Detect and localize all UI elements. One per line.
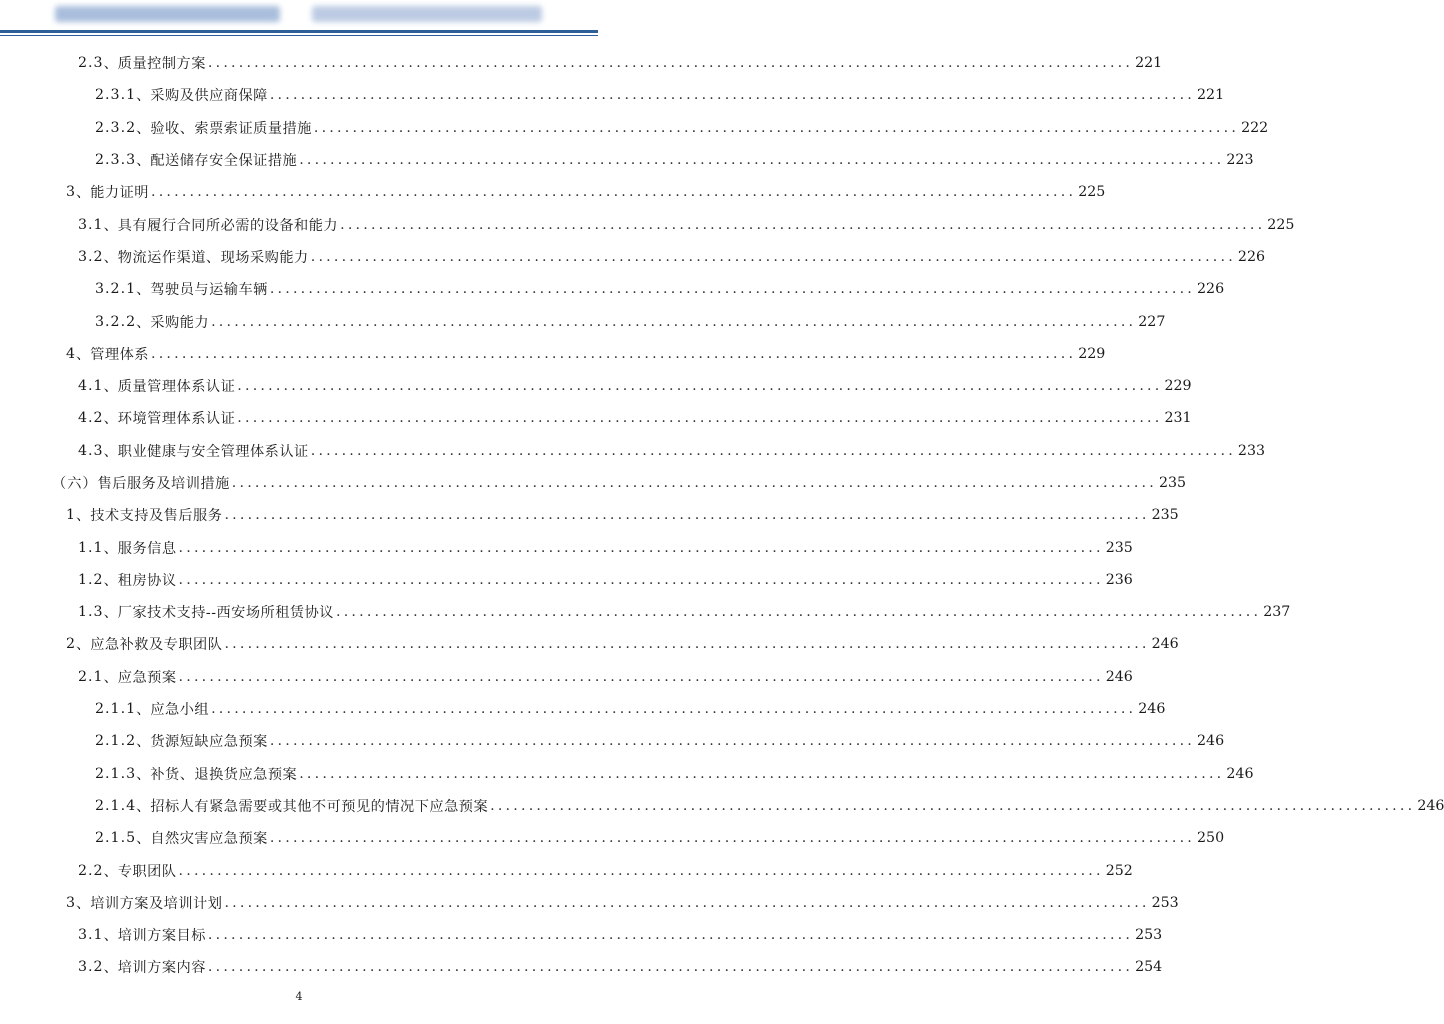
toc-dot-leader: ........................................................................................................................: [224, 894, 1150, 911]
toc-dot-leader: ........................................................................................................................: [211, 313, 1137, 330]
toc-entry[interactable]: [0, 47, 1163, 79]
toc-dot-leader: ........................................................................................................................: [237, 410, 1163, 427]
toc-entry[interactable]: [0, 241, 1266, 273]
toc-dot-leader: ........................................................................................................................: [310, 248, 1236, 265]
toc-entry-page: 235: [1158, 475, 1187, 491]
toc-entry[interactable]: [0, 305, 1166, 337]
toc-entry-separator: 、: [136, 798, 151, 815]
toc-entry-separator: 、: [76, 895, 91, 912]
toc-dot-leader: ........................................................................................................................: [299, 152, 1225, 169]
toc-entry-separator: 、: [136, 314, 151, 331]
toc-dot-leader: ........................................................................................................................: [207, 959, 1134, 976]
toc-entry-separator: 、: [136, 120, 151, 137]
toc-entry-page: 246: [1105, 668, 1133, 685]
toc-entry-page: 254: [1135, 959, 1163, 976]
toc-entry-separator: 、: [136, 831, 151, 848]
toc-entry[interactable]: [0, 370, 1192, 402]
header-rule-thin: [0, 35, 598, 36]
toc-entry-title: 招标人有紧急需要或其他不可预见的情况下应急预案: [150, 798, 489, 815]
toc-entry-number: 2.2: [78, 862, 104, 879]
toc-entry-separator: 、: [136, 702, 151, 719]
page-number: 4: [295, 990, 303, 1003]
page-header: [0, 0, 598, 40]
blurred-company-name: [55, 6, 280, 22]
toc-entry-separator: 、: [103, 443, 118, 460]
toc-entry[interactable]: [0, 499, 1179, 531]
toc-entry-page: 237: [1263, 604, 1291, 621]
toc-entry-title: 职业健康与安全管理体系认证: [117, 443, 309, 460]
toc-dot-leader: ........................................................................................................................: [340, 216, 1266, 233]
toc-entry[interactable]: [0, 435, 1266, 467]
toc-entry[interactable]: [0, 693, 1166, 725]
toc-entry-title: 管理体系: [90, 346, 149, 363]
toc-entry-separator: 、: [103, 249, 118, 266]
toc-entry[interactable]: [0, 112, 1269, 144]
toc-entry[interactable]: [0, 854, 1133, 886]
toc-entry-separator: 、: [103, 411, 118, 428]
toc-entry-title: 补货、退换货应急预案: [150, 766, 298, 783]
toc-entry-title: 租房协议: [117, 572, 177, 589]
toc-entry[interactable]: [0, 467, 1187, 499]
toc-entry-page: 246: [1151, 636, 1179, 653]
toc-entry-number: 1.2: [78, 571, 104, 588]
toc-entry-separator: 、: [103, 56, 118, 73]
toc-entry-separator: 、: [136, 88, 151, 105]
toc-dot-leader: ........................................................................................................................: [231, 475, 1157, 491]
toc-entry-number: 3.1: [78, 927, 104, 944]
toc-entry[interactable]: [0, 273, 1225, 305]
toc-entry[interactable]: [0, 176, 1106, 208]
toc-entry-page: 225: [1267, 216, 1295, 233]
toc-dot-leader: ........................................................................................................................: [269, 281, 1196, 298]
toc-entry-number: 3.1: [78, 216, 104, 233]
toc-entry[interactable]: [0, 951, 1163, 983]
toc-entry-separator: 、: [103, 960, 118, 977]
toc-entry-title: 货源短缺应急预案: [150, 734, 268, 751]
toc-entry-page: 235: [1105, 539, 1133, 556]
toc-entry-number: 1: [66, 507, 77, 524]
toc-entry-number: 3: [66, 184, 77, 201]
toc-entry-separator: 、: [103, 669, 118, 686]
toc-entry-title: 培训方案及培训计划: [90, 895, 223, 912]
toc-entry[interactable]: [0, 402, 1192, 434]
toc-dot-leader: ........................................................................................................................: [211, 701, 1137, 718]
toc-entry-title: 质量控制方案: [117, 56, 206, 73]
toc-entry-separator: 、: [103, 863, 118, 880]
toc-dot-leader: ........................................................................................................................: [490, 797, 1416, 814]
toc-entry[interactable]: [0, 531, 1133, 563]
toc-entry[interactable]: [0, 79, 1225, 111]
toc-entry-page: 246: [1197, 733, 1225, 750]
toc-entry-page: 246: [1226, 765, 1254, 782]
toc-entry[interactable]: [0, 564, 1133, 596]
toc-entry-separator: 、: [103, 572, 118, 589]
toc-entry[interactable]: [0, 725, 1225, 757]
toc-entry-number: 3.2: [78, 959, 104, 976]
toc-entry-separator: 、: [103, 540, 118, 557]
toc-entry-number: 2.1.1: [95, 701, 137, 718]
toc-entry-title: 专职团队: [117, 863, 177, 880]
toc-entry[interactable]: [0, 919, 1163, 951]
toc-entry-number: 3: [66, 894, 77, 911]
toc-dot-leader: ........................................................................................................................: [269, 830, 1196, 847]
toc-dot-leader: ........................................................................................................................: [269, 733, 1196, 750]
toc-entry-title: 培训方案目标: [117, 928, 206, 945]
toc-entry-title: 物流运作渠道、现场采购能力: [117, 249, 309, 266]
toc-dot-leader: ........................................................................................................................: [313, 119, 1240, 136]
toc-entry-page: 225: [1078, 184, 1106, 201]
toc-entry-separator: 、: [103, 217, 118, 234]
toc-entry-page: 250: [1197, 830, 1225, 847]
toc-entry-page: 253: [1135, 927, 1163, 944]
toc-entry-title: 能力证明: [90, 185, 149, 202]
toc-entry-page: 227: [1138, 313, 1166, 330]
header-rule-thick: [0, 30, 598, 33]
toc-entry-page: 253: [1151, 894, 1179, 911]
toc-entry-number: 4.2: [78, 410, 104, 427]
toc-entry-number: 2: [66, 636, 77, 653]
toc-entry-separator: 、: [136, 282, 151, 299]
toc-entry-page: 222: [1241, 119, 1269, 136]
toc-entry-number: 2.1.3: [95, 765, 137, 782]
toc-entry-page: 226: [1237, 248, 1266, 265]
toc-entry-number: 4: [66, 345, 77, 362]
toc-entry-title: 采购能力: [150, 314, 210, 331]
toc-entry[interactable]: [0, 790, 1444, 822]
toc-entry[interactable]: [0, 822, 1225, 854]
toc-entry-number: 4.1: [78, 378, 104, 395]
toc-dot-leader: ........................................................................................................................: [336, 604, 1262, 621]
toc-entry-number: 3.2.1: [95, 281, 137, 298]
toc-entry-title: 培训方案内容: [117, 960, 206, 977]
toc-entry-page: 231: [1164, 410, 1192, 427]
toc-entry-separator: 、: [76, 637, 91, 654]
toc-dot-leader: ........................................................................................................................: [151, 345, 1077, 362]
toc-entry-title: 自然灾害应急预案: [150, 831, 268, 848]
toc-entry-page: 246: [1417, 797, 1444, 814]
toc-entry-title: 售后服务及培训措施: [97, 476, 230, 492]
toc-entry-page: 252: [1105, 862, 1133, 879]
toc-entry-separator: 、: [136, 734, 151, 751]
toc-entry-page: 229: [1078, 345, 1106, 362]
toc-entry-number: 2.1.2: [95, 733, 137, 750]
toc-dot-leader: ........................................................................................................................: [178, 668, 1104, 685]
toc-dot-leader: ........................................................................................................................: [237, 378, 1163, 395]
toc-entry-title: 采购及供应商保障: [150, 88, 268, 105]
toc-entry-title: 配送储存安全保证措施: [150, 153, 298, 170]
toc-entry-number: 2.3: [78, 55, 104, 72]
toc-entry-title: 服务信息: [117, 540, 177, 557]
toc-entry-separator: 、: [136, 153, 151, 170]
toc-entry-separator: 、: [76, 346, 91, 363]
toc-entry[interactable]: [0, 208, 1295, 240]
toc-entry-title: 应急预案: [117, 669, 177, 686]
toc-entry-number: 1.3: [78, 604, 104, 621]
toc-entry-separator: 、: [103, 605, 118, 622]
toc-entry-number: 3.2: [78, 248, 104, 265]
toc-entry-page: 233: [1237, 442, 1266, 459]
blurred-contact-info: [312, 6, 542, 22]
toc-entry-page: 221: [1197, 87, 1225, 104]
toc-entry-title: 环境管理体系认证: [117, 411, 236, 428]
toc-entry-number: 1.1: [78, 539, 104, 556]
toc-entry-page: 229: [1164, 378, 1192, 395]
toc-dot-leader: ........................................................................................................................: [207, 55, 1134, 72]
toc-dot-leader: ........................................................................................................................: [207, 927, 1134, 944]
toc-dot-leader: ........................................................................................................................: [299, 765, 1225, 782]
toc-entry-page: 236: [1105, 571, 1133, 588]
toc-entry-number: 2.1.5: [95, 830, 137, 847]
toc-dot-leader: ........................................................................................................................: [310, 442, 1236, 459]
toc-entry-separator: 、: [136, 766, 151, 783]
toc-entry-separator: 、: [103, 928, 118, 945]
toc-entry-page: 221: [1135, 55, 1163, 72]
toc-entry-title: 应急小组: [150, 702, 210, 719]
toc-entry[interactable]: [0, 887, 1179, 919]
toc-dot-leader: ........................................................................................................................: [178, 539, 1104, 556]
toc-entry-separator: 、: [103, 379, 118, 396]
toc-entry-number: 2.3.2: [95, 119, 137, 136]
toc-entry[interactable]: [0, 596, 1291, 628]
toc-dot-leader: ........................................................................................................................: [178, 571, 1104, 588]
toc-dot-leader: ........................................................................................................................: [224, 636, 1150, 653]
toc-entry-title: 技术支持及售后服务: [90, 508, 223, 525]
toc-entry[interactable]: [0, 628, 1179, 660]
toc-entry-separator: 、: [76, 185, 91, 202]
toc-entry-number: 2.3.1: [95, 87, 137, 104]
toc-entry-title: 应急补救及专职团队: [90, 637, 223, 654]
toc-entry-title: 驾驶员与运输车辆: [150, 282, 268, 299]
toc-entry-number: 3.2.2: [95, 313, 137, 330]
toc-entry[interactable]: [0, 144, 1254, 176]
table-of-contents: [0, 47, 1444, 984]
toc-entry-title: 验收、索票索证质量措施: [150, 120, 312, 137]
toc-entry-page: 235: [1151, 507, 1179, 524]
toc-dot-leader: ........................................................................................................................: [224, 507, 1150, 524]
toc-entry-title: 质量管理体系认证: [117, 379, 236, 396]
toc-entry-number: （六）: [52, 476, 98, 492]
toc-entry[interactable]: [0, 661, 1133, 693]
toc-entry[interactable]: [0, 338, 1106, 370]
toc-dot-leader: ........................................................................................................................: [178, 862, 1104, 879]
toc-entry-page: 226: [1197, 281, 1225, 298]
toc-entry-title: 具有履行合同所必需的设备和能力: [117, 217, 339, 234]
toc-dot-leader: ........................................................................................................................: [151, 184, 1077, 201]
toc-dot-leader: ........................................................................................................................: [269, 87, 1196, 104]
toc-entry-number: 2.1: [78, 668, 104, 685]
toc-entry-number: 4.3: [78, 442, 104, 459]
toc-entry-number: 2.1.4: [95, 797, 137, 814]
toc-entry-number: 2.3.3: [95, 152, 137, 169]
toc-entry-page: 223: [1226, 152, 1254, 169]
toc-entry[interactable]: [0, 758, 1254, 790]
toc-entry-page: 246: [1138, 701, 1166, 718]
toc-entry-separator: 、: [76, 508, 91, 525]
toc-entry-title: 厂家技术支持--西安场所租赁协议: [117, 605, 334, 622]
